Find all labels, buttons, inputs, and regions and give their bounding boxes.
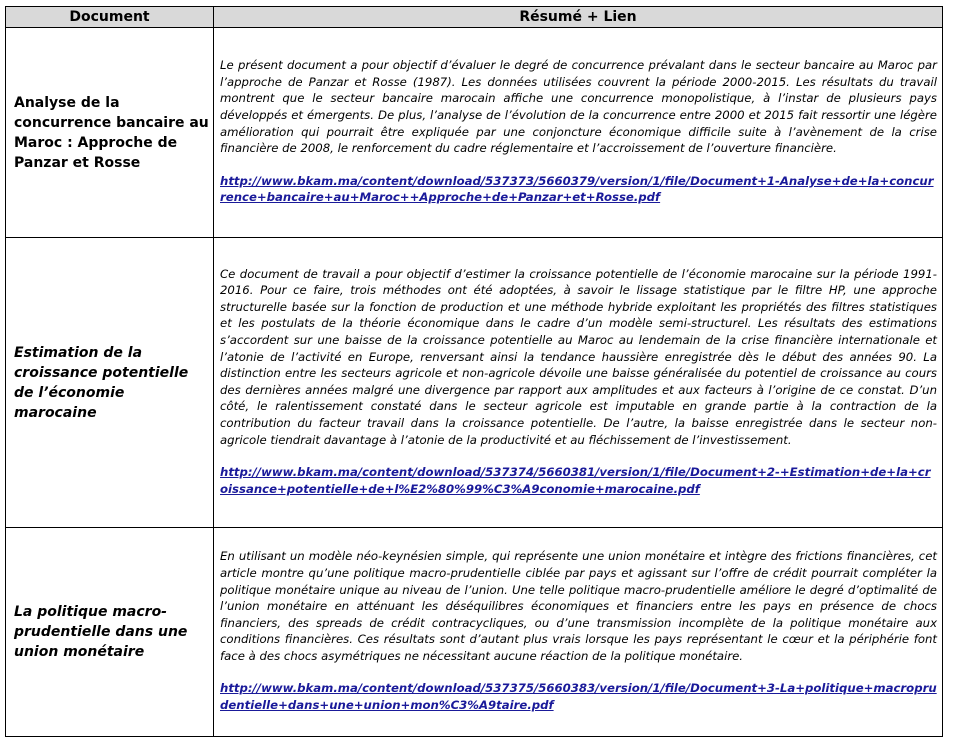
summary-cell (214, 238, 943, 528)
document-summary: Ce document de travail a pour objectif d’estimer la croissance potentielle de l’économie marocaine sur la période 1991-2016. Pour ce faire, trois méthodes ont été adoptées, à savoir le lissage statistique par le filtre HP, une approche structurelle basée sur la fonction de production et une méthode hybride exploitant les propriétés des filtres statistiques et les postulats de la théorie économique dans le cadre d’un modèle semi-structurel. Les résultats des estimations s’accordent sur une baisse de la croissance potentielle au Maroc au lendemain de la crise financière internationale et l’atonie de l’activité en Europe, renversant ainsi la tendance haussière enregistrée dès le début des années 90. La distinction entre les secteurs agricole et non-agricole dévoile une baisse généralisée du potentiel de croissance au cours des dernières années malgré une divergence par rapport aux amplitudes et aux facteurs à l’origine de ce constat. D’un côté, le ralentissement constaté dans le secteur agricole est imputable en grande partie à la contraction de la contribution du facteur travail dans la croissance potentielle. De l’autre, la baisse enregistrée dans le secteur non-agricole tiendrait davantage à l’atonie de la productivité et au fléchissement de l’investissement. (220, 266, 937, 447)
document-link[interactable]: http://www.bkam.ma/content/download/537373/5660379/version/1/file/Document+1-Analyse+de+la+concurrence+bancaire+au+Maroc++Approche+de+Panzar+et+Rosse.pdf (220, 173, 934, 205)
column-header-document: Document (6, 7, 214, 28)
documents-table (5, 6, 943, 737)
document-summary: En utilisant un modèle néo-keynésien simple, qui représente une union monétaire et intègre des frictions financières, cet article montre qu’une politique macro-prudentielle ciblée par pays et agissant sur l’offre de crédit pourrait compléter la politique monétaire unique au niveau de l’union. Une telle politique macro-prudentielle améliore le degré d’optimalité de l’union monétaire en atténuant les déséquilibres économiques et financiers entre les pays en présence de chocs financiers, des spreads de crédit contracycliques, ou d’une transmission incomplète de la politique monétaire aux conditions financières. Ces résultats sont d’autant plus vrais lorsque les pays représentant le cœur et la périphérie font face à des chocs asymétriques ne nécessitant aucune réaction de la politique monétaire. (220, 549, 937, 663)
document-summary: Le présent document a pour objectif d’évaluer le degré de concurrence prévalant dans le secteur bancaire au Maroc par l’approche de Panzar et Rosse (1987). Les données utilisées couvrent la période 2000-2015. Les résultats du travail montrent que le secteur bancaire marocain affiche une concurrence monopolistique, à l’instar de plusieurs pays développés et émergents. De plus, l’analyse de l’évolution de la concurrence entre 2000 et 2015 fait ressortir une légère amélioration qui pourrait être expliquée par une conjoncture économique difficile suite à l’avènement de la crise financière de 2008, le renforcement du cadre réglementaire et l’accroissement de l’ouverture financière. (220, 58, 937, 156)
table-row (6, 238, 943, 528)
document-title: Estimation de la croissance potentielle de l’économie marocaine (6, 238, 214, 528)
summary-cell (214, 528, 943, 737)
document-link[interactable]: http://www.bkam.ma/content/download/537375/5660383/version/1/file/Document+3-La+politique+macroprudentielle+dans+une+union+mon%C3%A9taire.pdf (220, 681, 937, 713)
column-header-summary: Résumé + Lien (214, 7, 943, 28)
summary-cell (214, 28, 943, 238)
document-title: Analyse de la concurrence bancaire au Maroc : Approche de Panzar et Rosse (6, 28, 214, 238)
document-title: La politique macro-prudentielle dans une union monétaire (6, 528, 214, 737)
table-header-row (6, 7, 943, 28)
table-row (6, 528, 943, 737)
table-row (6, 28, 943, 238)
document-link[interactable]: http://www.bkam.ma/content/download/537374/5660381/version/1/file/Document+2-+Estimation+de+la+croissance+potentielle+de+l%E2%80%99%C3%A9conomie+marocaine.pdf (220, 465, 931, 496)
